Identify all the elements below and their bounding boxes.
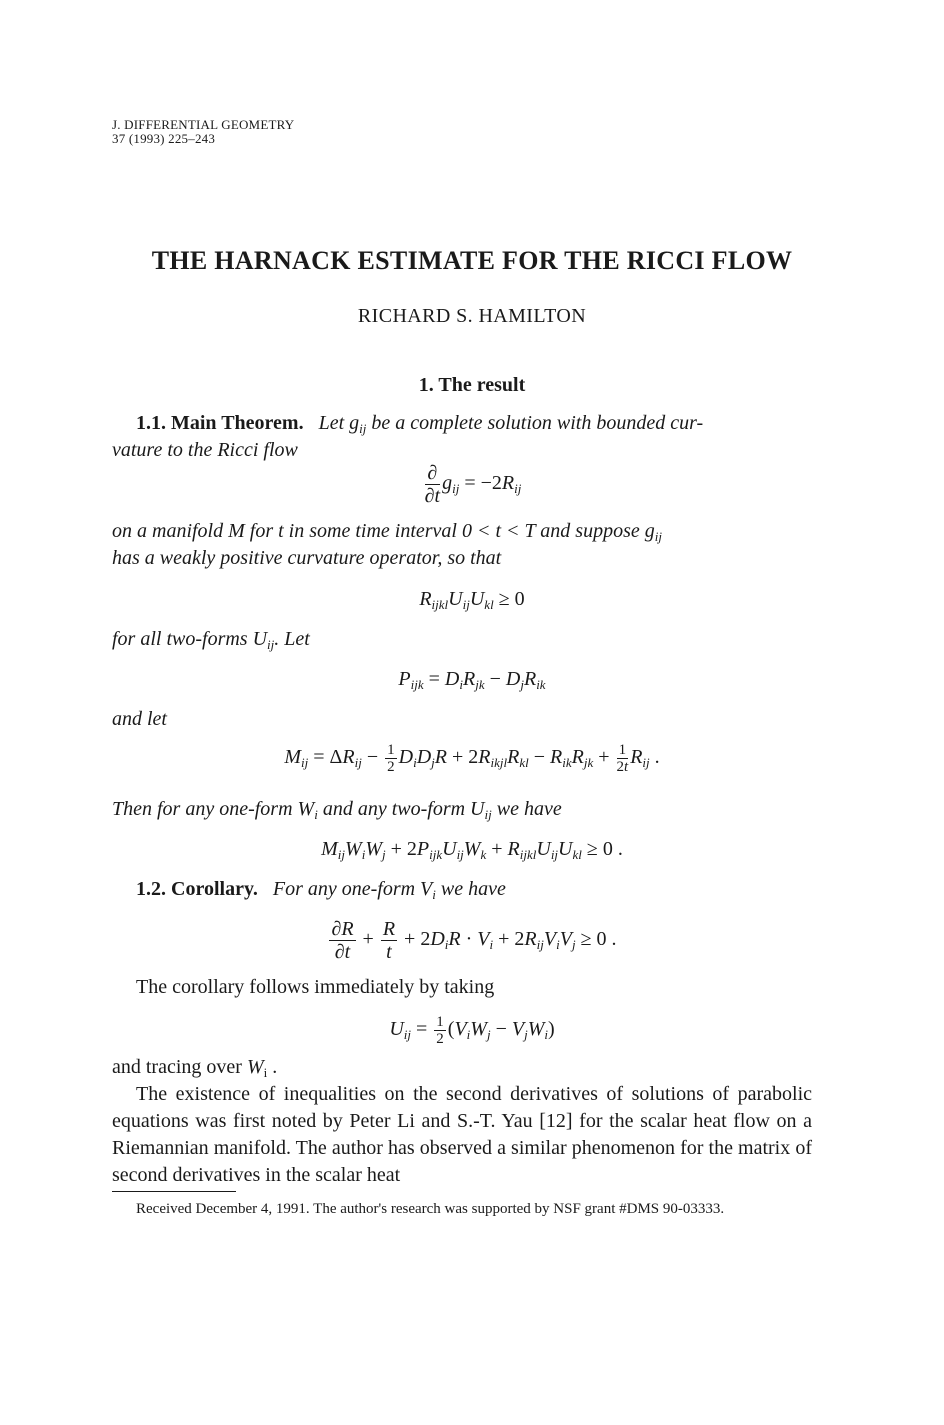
tracing-line: and tracing over $W_i$ . [112,1056,278,1080]
paper-title: THE HARNACK ESTIMATE FOR THE RICCI FLOW [151,246,793,275]
equation-u-substitution: $U_{ij}$ = $\frac{1}{2}$ $(V_iW_j - V_jW_i)$ [389,1014,555,1047]
journal-name: J. DIFFERENTIAL GEOMETRY [112,117,295,132]
corollary-proof-intro: The corollary follows immediately by taking [136,976,495,998]
corollary-label: 1.2. Corollary. [136,878,258,900]
journal-header [112,118,294,146]
theorem-line4: has a weakly positive curvature operator, so that [112,547,502,569]
theorem-line3: on a manifold M for t in some time interval 0 < t < T and suppose $g_{ij}$ [112,520,662,544]
theorem-line5: for all two-forms $U_{ij}$. Let [112,628,310,652]
theorem-line1: Let $g_{ij}$ be a complete solution with bounded cur- [318,412,704,436]
corollary-statement [112,876,812,903]
theorem-statement [112,410,812,464]
theorem-line7: Then for any one-form $W_i$ and any two-form $U_{ij}$ we have [112,798,562,822]
section-title: The result [438,374,526,396]
theorem-continued [112,518,812,572]
theorem-line2: vature to the Ricci flow [112,439,298,461]
equation-curvature-operator: $R_{ijkl}U_{ij}U_{kl} \ge 0$ [419,588,525,612]
journal-citation: 37 (1993) 225–243 [112,131,216,146]
equation-corollary: $\frac{\partial R}{\partial t}$ + $\frac{R}{t}$ + $2D_iR \cdot V_i + 2R_{ij}V_iV_j \ge 0$ . [331,918,617,963]
theorem-label: 1.1. Main Theorem. [136,412,304,434]
equation-harnack: $M_{ij}W_iW_j + 2P_{ijk}U_{ij}W_k + R_{ijkl}U_{ij}U_{kl} \ge 0$ . [321,838,623,862]
footnote: Received December 4, 1991. The author's research was supported by NSF grant #DMS 90-03333. [136,1201,725,1217]
equation-ricci-flow: $\frac{\partial}{\partial t}$ $g_{ij} = -2R_{ij}$ [424,462,522,507]
equation-m-tensor: $M_{ij} = \Delta R_{ij}$ − $\frac{1}{2}$ $D_iD_jR + 2R_{ikjl}R_{kl} - R_{ik}R_{jk}$ + $\frac{1}{2t}$ $R_{ij}$ . [284,742,660,775]
paper-author: RICHARD S. HAMILTON [357,305,587,327]
equation-p-tensor: $P_{ijk} = D_iR_{jk} - D_jR_{ik}$ [398,668,546,692]
section-number: 1. [418,374,434,396]
corollary-text: For any one-form $V_i$ we have [272,878,506,902]
section-heading [0,374,944,397]
footnote-rule [112,1191,236,1192]
theorem-line6: and let [112,708,167,730]
body-paragraph: The existence of inequalities on the second derivatives of solutions of parabolic equations was first noted by Peter Li and S.-T. Yau [12] for the scalar heat flow on a Riemannian manifold. The author has observed a similar phenomenon for the matrix of second derivatives in the scalar heat [112,1083,812,1186]
